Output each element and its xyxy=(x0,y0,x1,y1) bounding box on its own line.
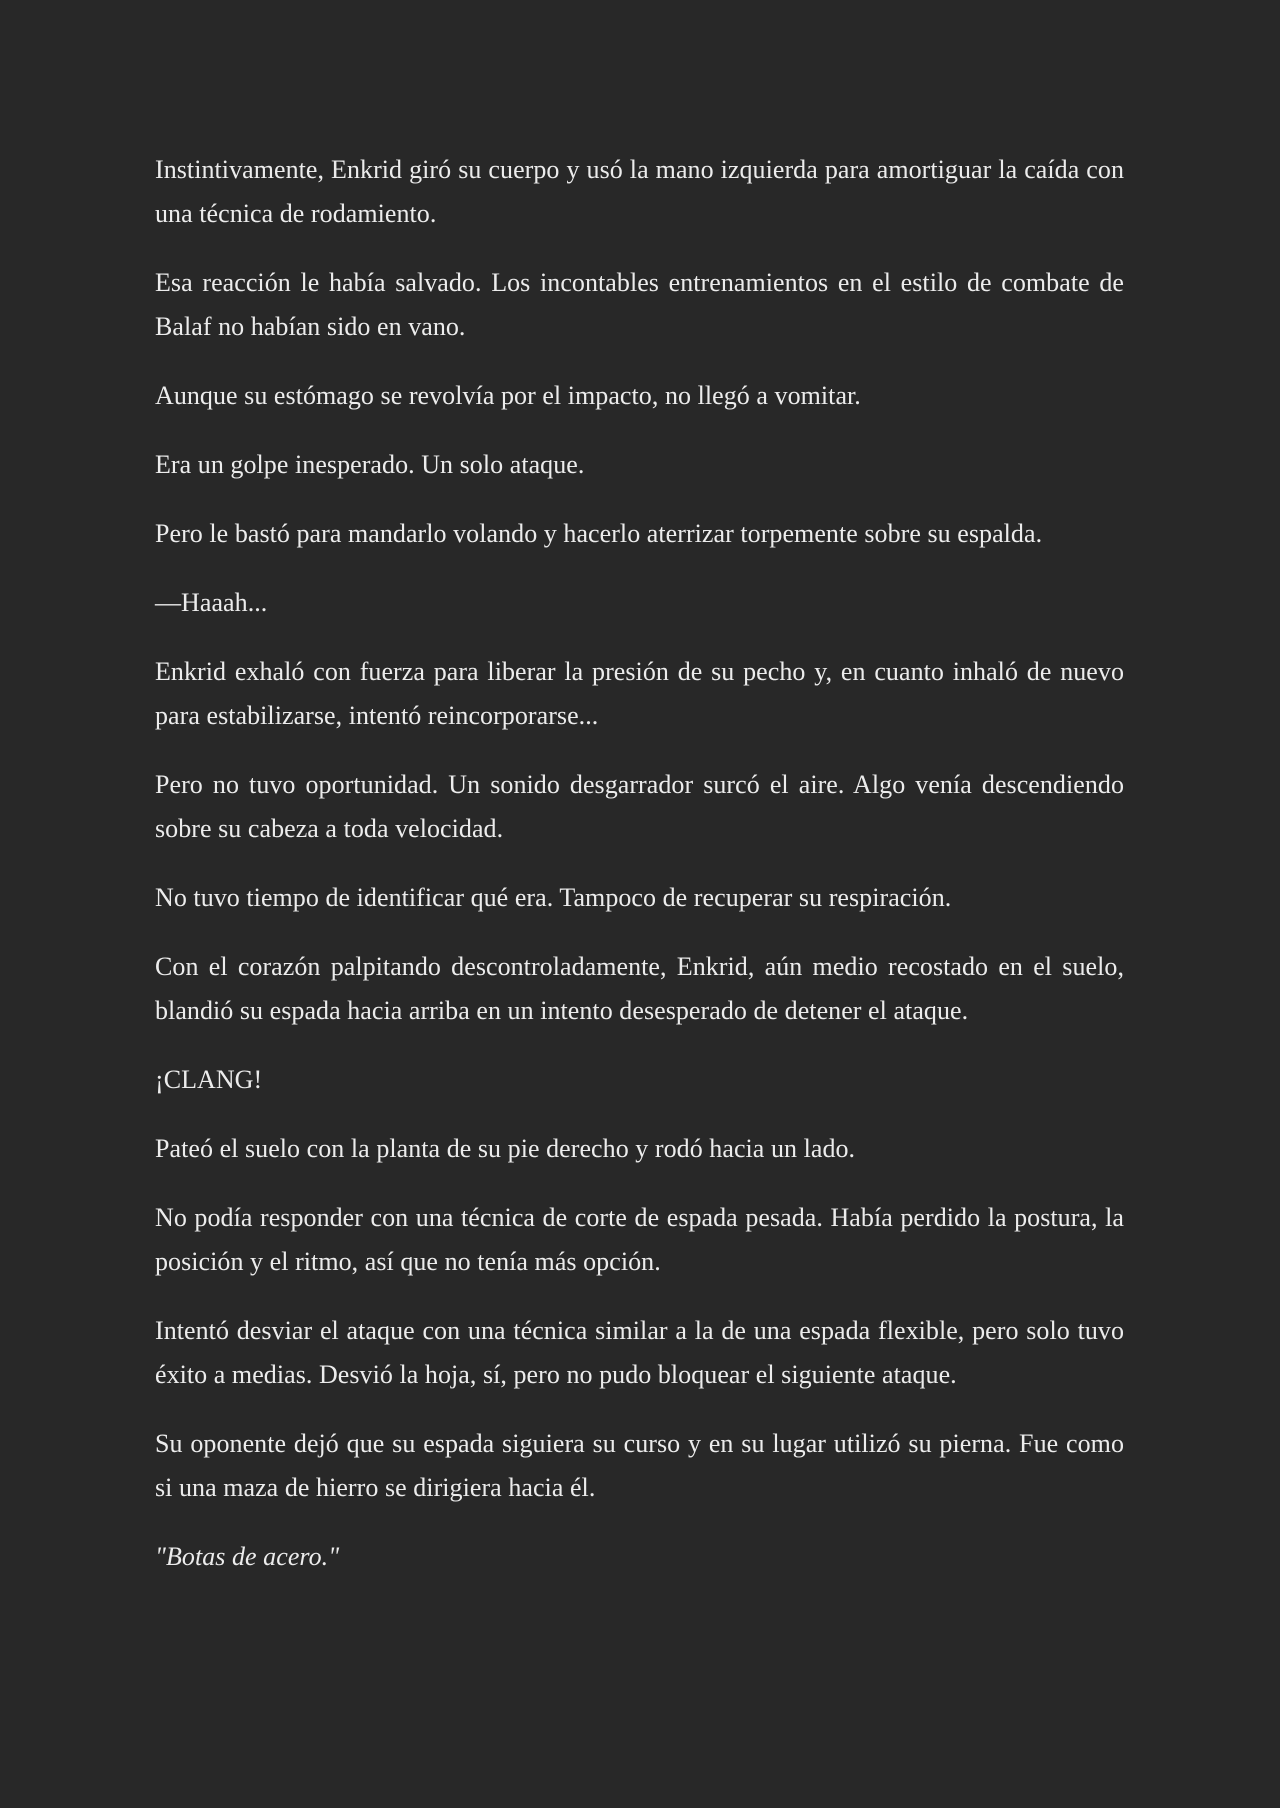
paragraph: Con el corazón palpitando descontroladamente, Enkrid, aún medio recostado en el suelo, blandió su espada hacia arriba en un intento desesperado de detener el ataque. xyxy=(155,952,1124,1025)
sound-effect: ¡CLANG! xyxy=(155,1065,263,1094)
paragraph: Aunque su estómago se revolvía por el impacto, no llegó a vomitar. xyxy=(155,381,861,410)
paragraph: Pateó el suelo con la planta de su pie derecho y rodó hacia un lado. xyxy=(155,1134,856,1163)
paragraph: Esa reacción le había salvado. Los incontables entrenamientos en el estilo de combate de Balaf no habían sido en vano. xyxy=(155,268,1124,341)
paragraph: Era un golpe inesperado. Un solo ataque. xyxy=(155,450,585,479)
paragraph: Instintivamente, Enkrid giró su cuerpo y usó la mano izquierda para amortiguar la caída con una técnica de rodamiento. xyxy=(155,155,1124,228)
paragraph: Su oponente dejó que su espada siguiera su curso y en su lugar utilizó su pierna. Fue como si una maza de hierro se dirigiera hacia él. xyxy=(155,1429,1124,1502)
paragraph: No podía responder con una técnica de corte de espada pesada. Había perdido la postura, la posición y el ritmo, así que no tenía más opción. xyxy=(155,1203,1124,1276)
paragraph: Pero le bastó para mandarlo volando y hacerlo aterrizar torpemente sobre su espalda. xyxy=(155,519,1043,548)
paragraph: Intentó desviar el ataque con una técnica similar a la de una espada flexible, pero solo tuvo éxito a medias. Desvió la hoja, sí, pero no pudo bloquear el siguiente ataque. xyxy=(155,1316,1124,1389)
italic-thought: "Botas de acero." xyxy=(155,1542,340,1571)
paragraph: No tuvo tiempo de identificar qué era. Tampoco de recuperar su respiración. xyxy=(155,883,952,912)
paragraph: Enkrid exhaló con fuerza para liberar la presión de su pecho y, en cuanto inhaló de nuevo para estabilizarse, intentó reincorporarse... xyxy=(155,657,1124,730)
paragraph: Pero no tuvo oportunidad. Un sonido desgarrador surcó el aire. Algo venía descendiendo sobre su cabeza a toda velocidad. xyxy=(155,770,1124,843)
dialogue-line: —Haaah... xyxy=(155,588,268,617)
chapter-text xyxy=(155,148,1124,1604)
